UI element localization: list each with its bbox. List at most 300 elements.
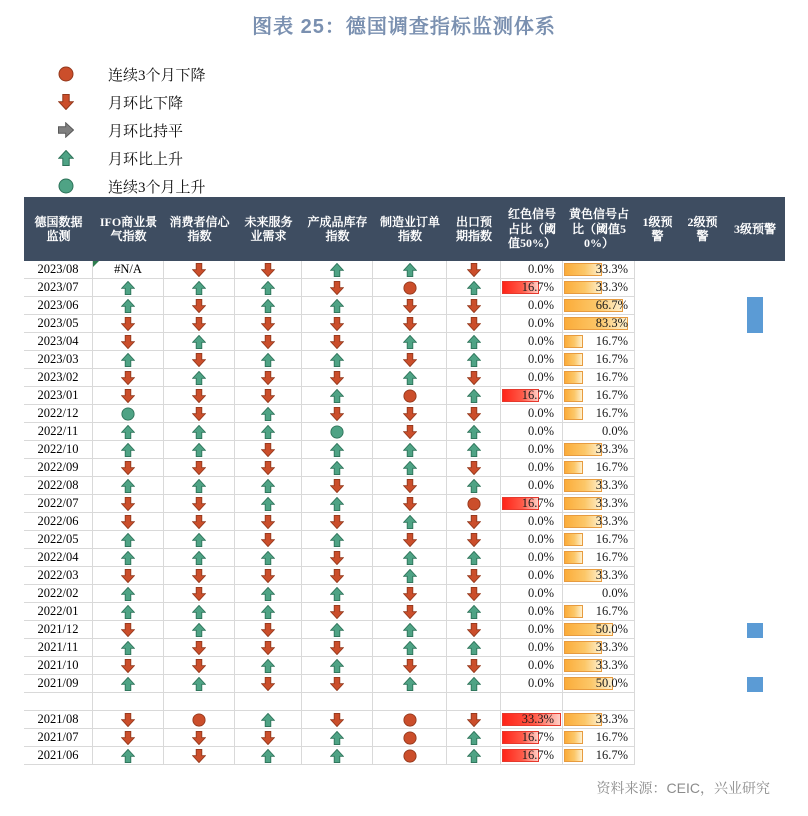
green-up-arrow-icon: [121, 749, 135, 763]
signal-cell: [235, 279, 302, 297]
yellow-signal-ratio-cell: [563, 477, 635, 495]
yellow-ratio-value: 16.7%: [595, 730, 628, 744]
row-date: 2022/07: [24, 495, 93, 513]
signal-cell: [164, 675, 235, 693]
table-row: [24, 459, 785, 477]
red-ratio-value: 0.0%: [527, 622, 554, 636]
red-signal-ratio-cell: [501, 531, 563, 549]
row-date: 2022/04: [24, 549, 93, 567]
red-ratio-value: 0.0%: [527, 298, 554, 312]
red-signal-ratio-cell: [501, 675, 563, 693]
yellow-signal-ratio-cell: [563, 495, 635, 513]
signal-cell: [235, 387, 302, 405]
green-up-arrow-icon: [467, 353, 481, 367]
green-up-arrow-icon: [330, 587, 344, 601]
row-date: 2022/05: [24, 531, 93, 549]
row-date: 2022/10: [24, 441, 93, 459]
legend-label: 月环比上升: [108, 151, 184, 168]
level2-warning-cell: [680, 549, 725, 567]
yellow-signal-ratio-cell: [563, 729, 635, 747]
signal-cell: [93, 549, 164, 567]
yellow-signal-ratio-cell: [563, 315, 635, 333]
signal-cell: [302, 531, 373, 549]
red-signal-ratio-cell: [501, 369, 563, 387]
yellow-signal-ratio-cell: [563, 693, 635, 711]
red-ratio-value: 0.0%: [527, 658, 554, 672]
red-down-arrow-icon: [330, 371, 344, 385]
signal-cell: [93, 621, 164, 639]
red-ratio-value: 0.0%: [527, 568, 554, 582]
column-header: 3级预警: [733, 221, 776, 236]
level1-warning-cell: [635, 459, 680, 477]
level3-warning-cell: [725, 405, 785, 423]
red-down-arrow-icon: [52, 94, 80, 110]
row-date: 2021/12: [24, 621, 93, 639]
level1-warning-cell: [635, 351, 680, 369]
red-down-arrow-icon: [192, 497, 206, 511]
signal-cell: [447, 495, 501, 513]
green-up-arrow-icon: [121, 425, 135, 439]
green-up-arrow-icon: [261, 713, 275, 727]
signal-cell: [302, 261, 373, 279]
table-row: [24, 729, 785, 747]
signal-cell: [447, 729, 501, 747]
red-ratio-value: 33.3%: [521, 712, 554, 726]
red-signal-ratio-cell: [501, 405, 563, 423]
red-ratio-value: 0.0%: [527, 424, 554, 438]
column-header: 产成品库存指数: [307, 214, 368, 243]
table-row: [24, 711, 785, 729]
yellow-signal-ratio-cell: [563, 585, 635, 603]
level3-warning-marker: [747, 297, 763, 315]
green-up-arrow-icon: [261, 587, 275, 601]
signal-cell: [447, 747, 501, 765]
level2-warning-cell: [680, 387, 725, 405]
green-up-arrow-icon: [192, 371, 206, 385]
red-down-arrow-icon: [192, 515, 206, 529]
row-date: 2023/02: [24, 369, 93, 387]
level1-warning-cell: [635, 657, 680, 675]
signal-cell: [164, 567, 235, 585]
red-down-arrow-icon: [403, 533, 417, 547]
signal-cell: [447, 513, 501, 531]
green-up-arrow-icon: [261, 659, 275, 673]
red-down-arrow-icon: [121, 497, 135, 511]
signal-cell: [235, 513, 302, 531]
yellow-signal-ratio-cell: [563, 549, 635, 567]
level1-warning-cell: [635, 495, 680, 513]
red-down-arrow-icon: [467, 299, 481, 313]
level1-warning-cell: [635, 747, 680, 765]
signal-cell: [447, 333, 501, 351]
signal-cell: [235, 621, 302, 639]
red-down-arrow-icon: [467, 461, 481, 475]
signal-cell: [373, 657, 447, 675]
red-down-arrow-icon: [192, 389, 206, 403]
level2-warning-cell: [680, 279, 725, 297]
level1-warning-cell: [635, 477, 680, 495]
red-down-arrow-icon: [261, 569, 275, 583]
level1-warning-cell: [635, 261, 680, 279]
signal-cell: [373, 513, 447, 531]
table-row: [24, 477, 785, 495]
column-header: 2级预警: [687, 214, 718, 243]
level3-warning-cell: [725, 747, 785, 765]
level2-warning-cell: [680, 747, 725, 765]
red-down-arrow-icon: [467, 587, 481, 601]
green-up-arrow-icon: [467, 605, 481, 619]
table-header-row: [24, 197, 785, 261]
level2-warning-cell: [680, 639, 725, 657]
green-up-arrow-icon: [121, 353, 135, 367]
level1-warning-cell: [635, 549, 680, 567]
green-up-arrow-icon: [121, 605, 135, 619]
red-down-arrow-icon: [192, 263, 206, 277]
signal-cell: [235, 297, 302, 315]
level3-warning-cell: [725, 297, 785, 315]
red-down-arrow-icon: [58, 94, 74, 110]
red-down-arrow-icon: [330, 569, 344, 583]
row-date: 2022/03: [24, 567, 93, 585]
yellow-signal-ratio-cell: [563, 747, 635, 765]
level3-warning-cell: [725, 387, 785, 405]
green-up-arrow-icon: [330, 731, 344, 745]
red-circle-icon: [467, 497, 481, 511]
signal-cell: [447, 639, 501, 657]
red-down-arrow-icon: [192, 317, 206, 331]
green-up-arrow-icon: [403, 551, 417, 565]
signal-cell: [447, 477, 501, 495]
yellow-ratio-value: 33.3%: [595, 442, 628, 456]
green-up-arrow-icon: [121, 677, 135, 691]
signal-cell: [93, 333, 164, 351]
row-date: 2022/08: [24, 477, 93, 495]
green-up-arrow-icon: [261, 407, 275, 421]
signal-cell: [373, 369, 447, 387]
green-up-arrow-icon: [330, 623, 344, 637]
red-down-arrow-icon: [403, 299, 417, 313]
green-up-arrow-icon: [330, 659, 344, 673]
signal-cell: [302, 711, 373, 729]
signal-cell: [373, 729, 447, 747]
signal-cell: [164, 729, 235, 747]
yellow-ratio-value: 16.7%: [595, 370, 628, 384]
level3-warning-cell: [725, 513, 785, 531]
red-down-arrow-icon: [330, 335, 344, 349]
signal-cell: [164, 351, 235, 369]
red-down-arrow-icon: [467, 263, 481, 277]
level3-warning-cell: [725, 477, 785, 495]
signal-cell: [373, 621, 447, 639]
empty-cell: [164, 693, 235, 711]
table-row: [24, 495, 785, 513]
green-up-arrow-icon: [330, 443, 344, 457]
legend-item: [52, 116, 206, 144]
signal-cell: [235, 459, 302, 477]
signal-cell: [235, 711, 302, 729]
red-down-arrow-icon: [467, 659, 481, 673]
level2-warning-cell: [680, 441, 725, 459]
signal-cell: [373, 279, 447, 297]
red-down-arrow-icon: [121, 317, 135, 331]
red-down-arrow-icon: [192, 587, 206, 601]
level3-warning-cell: [725, 423, 785, 441]
signal-cell: [164, 657, 235, 675]
yellow-ratio-value: 33.3%: [595, 496, 628, 510]
signal-cell: [302, 567, 373, 585]
row-date: 2022/12: [24, 405, 93, 423]
signal-cell: [164, 513, 235, 531]
signal-cell: [447, 459, 501, 477]
signal-cell: [235, 657, 302, 675]
red-signal-ratio-cell: [501, 477, 563, 495]
level2-warning-cell: [680, 495, 725, 513]
signal-cell: [164, 315, 235, 333]
level1-warning-cell: [635, 639, 680, 657]
yellow-ratio-value: 16.7%: [595, 532, 628, 546]
level1-warning-cell: [635, 711, 680, 729]
level1-warning-cell: [635, 423, 680, 441]
legend: [52, 60, 206, 200]
green-up-arrow-icon: [261, 281, 275, 295]
signal-cell: [447, 369, 501, 387]
signal-cell: [447, 315, 501, 333]
red-down-arrow-icon: [192, 407, 206, 421]
level2-warning-cell: [680, 351, 725, 369]
red-signal-ratio-cell: [501, 621, 563, 639]
level3-warning-cell: [725, 279, 785, 297]
level2-warning-cell: [680, 729, 725, 747]
red-signal-ratio-cell: [501, 693, 563, 711]
green-up-arrow-icon: [58, 150, 74, 166]
level1-warning-cell: [635, 585, 680, 603]
row-date: 2021/11: [24, 639, 93, 657]
green-up-arrow-icon: [52, 150, 80, 166]
signal-cell: [164, 369, 235, 387]
red-down-arrow-icon: [261, 623, 275, 637]
yellow-signal-ratio-cell: [563, 711, 635, 729]
signal-cell: [164, 459, 235, 477]
yellow-ratio-value: 33.3%: [595, 514, 628, 528]
row-date: 2023/03: [24, 351, 93, 369]
level3-warning-cell: [725, 333, 785, 351]
table-row: [24, 315, 785, 333]
yellow-ratio-value: 16.7%: [595, 388, 628, 402]
signal-cell: [302, 315, 373, 333]
red-down-arrow-icon: [403, 479, 417, 493]
signal-cell: [164, 477, 235, 495]
red-down-arrow-icon: [467, 317, 481, 331]
level2-warning-cell: [680, 261, 725, 279]
signal-cell: [93, 513, 164, 531]
green-up-arrow-icon: [261, 749, 275, 763]
red-down-arrow-icon: [121, 461, 135, 475]
level2-warning-cell: [680, 621, 725, 639]
signal-cell: [164, 621, 235, 639]
green-up-arrow-icon: [467, 443, 481, 457]
column-header: 德国数据监测: [34, 214, 83, 243]
green-up-arrow-icon: [403, 263, 417, 277]
table-row: [24, 405, 785, 423]
signal-cell: [373, 639, 447, 657]
signal-cell: [93, 495, 164, 513]
green-up-arrow-icon: [330, 389, 344, 403]
signal-cell: [447, 279, 501, 297]
red-down-arrow-icon: [192, 749, 206, 763]
level1-warning-cell: [635, 315, 680, 333]
signal-cell: [302, 657, 373, 675]
signal-cell: [447, 657, 501, 675]
signal-cell: [447, 603, 501, 621]
row-date: 2021/10: [24, 657, 93, 675]
yellow-signal-ratio-cell: [563, 279, 635, 297]
red-down-arrow-icon: [467, 623, 481, 637]
green-up-arrow-icon: [330, 263, 344, 277]
column-header: IFO商业景气指数: [99, 214, 158, 243]
yellow-ratio-value: 50.0%: [595, 676, 628, 690]
green-up-arrow-icon: [261, 299, 275, 313]
green-up-arrow-icon: [330, 749, 344, 763]
signal-cell: [93, 315, 164, 333]
empty-cell: [447, 693, 501, 711]
yellow-ratio-value: 16.7%: [595, 334, 628, 348]
level2-warning-cell: [680, 477, 725, 495]
signal-cell: [93, 297, 164, 315]
signal-cell: [447, 531, 501, 549]
signal-cell: [235, 549, 302, 567]
signal-cell: [302, 639, 373, 657]
row-date: 2023/04: [24, 333, 93, 351]
row-date: 2022/11: [24, 423, 93, 441]
red-signal-ratio-cell: [501, 747, 563, 765]
red-down-arrow-icon: [403, 425, 417, 439]
source-note: 资料来源：CEIC，兴业研究: [596, 780, 770, 796]
level1-warning-cell: [635, 567, 680, 585]
signal-cell: [373, 297, 447, 315]
table-row: [24, 585, 785, 603]
signal-cell: [93, 675, 164, 693]
level3-warning-cell: [725, 657, 785, 675]
signal-cell: [164, 297, 235, 315]
table-row: [24, 297, 785, 315]
signal-cell: [235, 369, 302, 387]
signal-cell: [302, 405, 373, 423]
signal-cell: [302, 387, 373, 405]
green-up-arrow-icon: [261, 497, 275, 511]
red-signal-ratio-cell: [501, 513, 563, 531]
green-up-arrow-icon: [403, 335, 417, 349]
red-down-arrow-icon: [121, 569, 135, 583]
level1-warning-cell: [635, 729, 680, 747]
level2-warning-cell: [680, 567, 725, 585]
red-signal-ratio-cell: [501, 495, 563, 513]
level1-warning-cell: [635, 693, 680, 711]
level1-warning-cell: [635, 513, 680, 531]
yellow-ratio-value: 0.0%: [601, 424, 628, 438]
red-ratio-value: 0.0%: [527, 586, 554, 600]
green-up-arrow-icon: [192, 551, 206, 565]
signal-cell: [164, 495, 235, 513]
red-signal-ratio-cell: [501, 387, 563, 405]
red-down-arrow-icon: [261, 443, 275, 457]
signal-cell: [373, 675, 447, 693]
green-up-arrow-icon: [192, 677, 206, 691]
signal-cell: [302, 333, 373, 351]
yellow-signal-ratio-cell: [563, 639, 635, 657]
level2-warning-cell: [680, 513, 725, 531]
signal-cell: [447, 261, 501, 279]
signal-cell: [164, 549, 235, 567]
level2-warning-cell: [680, 657, 725, 675]
green-up-arrow-icon: [121, 281, 135, 295]
signal-cell: [93, 369, 164, 387]
red-down-arrow-icon: [403, 659, 417, 673]
red-down-arrow-icon: [330, 317, 344, 331]
table-row: [24, 639, 785, 657]
level2-warning-cell: [680, 405, 725, 423]
yellow-signal-ratio-cell: [563, 567, 635, 585]
signal-cell: [373, 441, 447, 459]
red-ratio-value: 16.7%: [521, 280, 554, 294]
yellow-ratio-value: 50.0%: [595, 622, 628, 636]
row-date: 2023/07: [24, 279, 93, 297]
signal-cell: [164, 279, 235, 297]
red-down-arrow-icon: [121, 389, 135, 403]
signal-cell: [235, 333, 302, 351]
level2-warning-cell: [680, 531, 725, 549]
level3-warning-cell: [725, 315, 785, 333]
empty-cell: [373, 693, 447, 711]
green-up-arrow-icon: [467, 479, 481, 493]
signal-cell: [93, 603, 164, 621]
signal-cell: [93, 639, 164, 657]
red-down-arrow-icon: [330, 713, 344, 727]
green-up-arrow-icon: [192, 281, 206, 295]
red-down-arrow-icon: [121, 515, 135, 529]
level3-warning-cell: [725, 621, 785, 639]
table-row: [24, 567, 785, 585]
green-up-arrow-icon: [192, 479, 206, 493]
yellow-ratio-value: 16.7%: [595, 460, 628, 474]
red-circle-icon: [403, 731, 417, 745]
red-ratio-value: 0.0%: [527, 370, 554, 384]
red-down-arrow-icon: [403, 587, 417, 601]
level3-warning-cell: [725, 441, 785, 459]
signal-cell: [373, 531, 447, 549]
green-up-arrow-icon: [403, 677, 417, 691]
signal-cell: [373, 261, 447, 279]
level3-warning-cell: [725, 531, 785, 549]
level2-warning-cell: [680, 459, 725, 477]
signal-cell: [302, 369, 373, 387]
table-body: [24, 261, 785, 765]
yellow-signal-ratio-cell: [563, 351, 635, 369]
red-ratio-value: 0.0%: [527, 334, 554, 348]
signal-cell: [447, 711, 501, 729]
red-down-arrow-icon: [261, 371, 275, 385]
level3-warning-cell: [725, 369, 785, 387]
legend-item: [52, 60, 206, 88]
yellow-signal-ratio-cell: [563, 333, 635, 351]
red-signal-ratio-cell: [501, 567, 563, 585]
red-down-arrow-icon: [192, 461, 206, 475]
table-row: [24, 657, 785, 675]
signal-cell: [373, 603, 447, 621]
table-row: [24, 531, 785, 549]
empty-cell: [93, 693, 164, 711]
green-up-arrow-icon: [121, 299, 135, 313]
level3-warning-cell: [725, 351, 785, 369]
